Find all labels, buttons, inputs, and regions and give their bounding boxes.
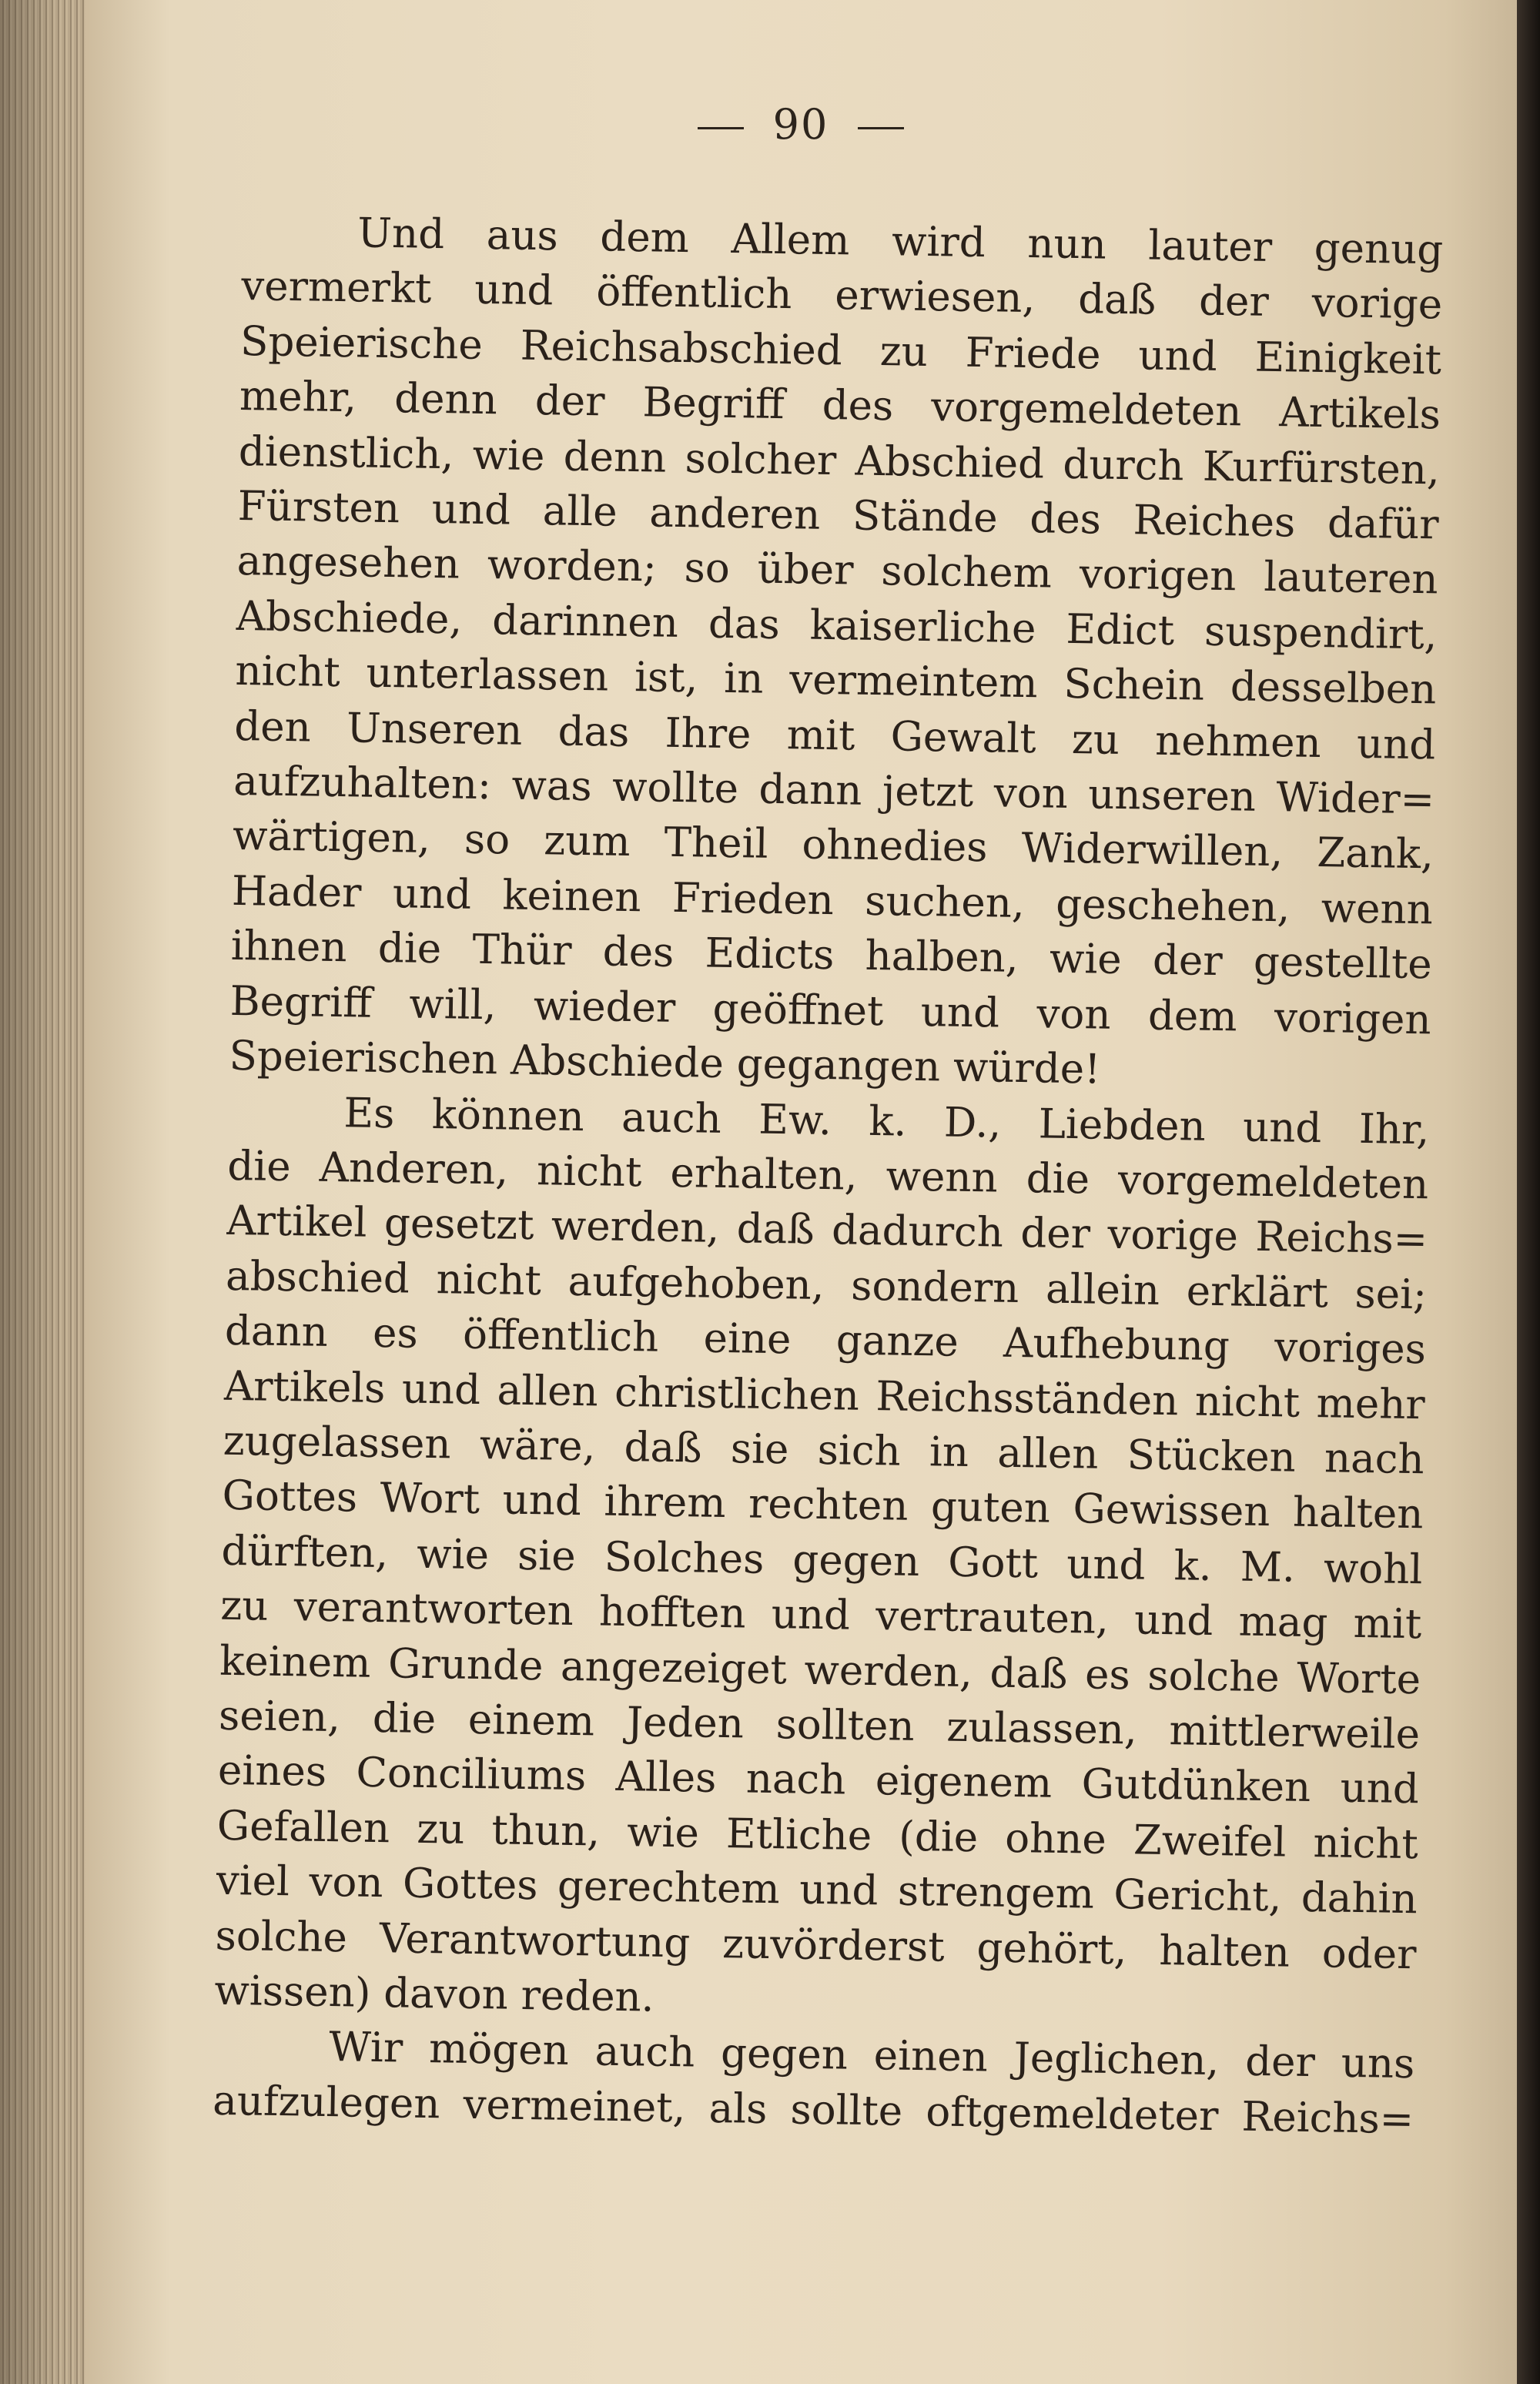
text-line: ihnen die Thür des Edicts halben, wie der gestellte — [230, 922, 1433, 989]
text-line: Speierische Reichsabschied zu Friede und Einigkeit — [239, 317, 1442, 384]
text-line: Gottes Wort und ihrem rechten guten Gewissen halten — [222, 1472, 1424, 1539]
paragraph-1 — [229, 204, 1444, 1103]
text-line: aufzuhalten: was wollte dann jetzt von unseren Wider= — [233, 757, 1435, 824]
text-line: eines Conciliums Alles nach eigenem Gutdünken und — [217, 1747, 1420, 1813]
text-line: Speierischen Abschiede gegangen würde! — [229, 1032, 1101, 1093]
text-line: die Anderen, nicht erhalten, wenn die vorgemeldeten — [226, 1142, 1429, 1209]
book-page — [85, 0, 1517, 2384]
text-line: Begriff will, wieder geöffnet und von dem vorigen — [229, 977, 1432, 1044]
text-line: Und aus dem Allem wird nun lauter genug — [357, 209, 1444, 274]
body-text — [213, 204, 1444, 2147]
page-number-dash-left — [698, 127, 744, 129]
text-line: Es können auch Ew. k. D., Liebden und Ihr, — [343, 1089, 1430, 1153]
text-line: nicht unterlassen ist, in vermeintem Schein desselben — [234, 648, 1437, 714]
page-number-value: 90 — [772, 100, 829, 149]
text-line: Artikel gesetzt werden, daß dadurch der vorige Reichs= — [226, 1197, 1428, 1264]
text-line: mehr, denn der Begriff des vorgemeldeten Artikels — [239, 373, 1441, 439]
page-number — [85, 100, 1517, 149]
text-line: zu verantworten hofften und vertrauten, und mag mit — [219, 1582, 1422, 1649]
text-line: angesehen worden; so über solchem vorigen lauteren — [236, 537, 1438, 604]
text-line: Fürsten und alle anderen Stände des Reiches dafür — [237, 482, 1440, 549]
text-line: keinem Grunde angezeiget werden, daß es solche Worte — [219, 1637, 1421, 1703]
page-number-dash-right — [858, 127, 904, 129]
text-line: den Unseren das Ihre mit Gewalt zu nehmen und — [233, 702, 1436, 769]
text-line: wissen) davon reden. — [214, 1967, 655, 2021]
text-line: dann es öffentlich eine ganze Aufhebung voriges — [224, 1307, 1427, 1374]
text-line: Abschiede, darinnen das kaiserliche Edict suspendirt, — [236, 592, 1438, 659]
text-line: dienstlich, wie denn solcher Abschied durch Kurfürsten, — [238, 427, 1441, 494]
text-line: Gefallen zu thun, wie Etliche (die ohne Zweifel nicht — [216, 1802, 1419, 1869]
text-line: vermerkt und öffentlich erwiesen, daß der vorige — [240, 263, 1443, 329]
book-page-edges — [0, 0, 85, 2384]
text-line: zugelassen wäre, daß sie sich in allen Stücken nach — [223, 1417, 1425, 1484]
text-line: viel von Gottes gerechtem und strengem Gericht, dahin — [216, 1857, 1418, 1924]
text-line: Artikels und allen christlichen Reichsständen nicht mehr — [223, 1362, 1426, 1428]
text-line: Hader und keinen Frieden suchen, geschehen, wenn — [231, 867, 1434, 934]
text-line: dürften, wie sie Solches gegen Gott und k. M. wohl — [221, 1527, 1423, 1594]
paragraph-2 — [214, 1083, 1430, 2037]
text-line: Wir mögen auch gegen einen Jeglichen, der uns — [328, 2024, 1415, 2088]
text-line: abschied nicht aufgehoben, sondern allein erklärt sei; — [225, 1252, 1428, 1319]
text-line: seien, die einem Jeden sollten zulassen, mittlerweile — [218, 1692, 1421, 1759]
text-line: solche Verantwortung zuvörderst gehört, halten oder — [215, 1912, 1417, 1978]
book-cover-edge — [1517, 0, 1540, 2384]
text-line: aufzulegen vermeinet, als sollte oftgemeldeter Reichs= — [212, 2077, 1414, 2144]
text-line: wärtigen, so zum Theil ohnedies Widerwillen, Zank, — [232, 812, 1435, 879]
paragraph-3 — [213, 2018, 1415, 2147]
